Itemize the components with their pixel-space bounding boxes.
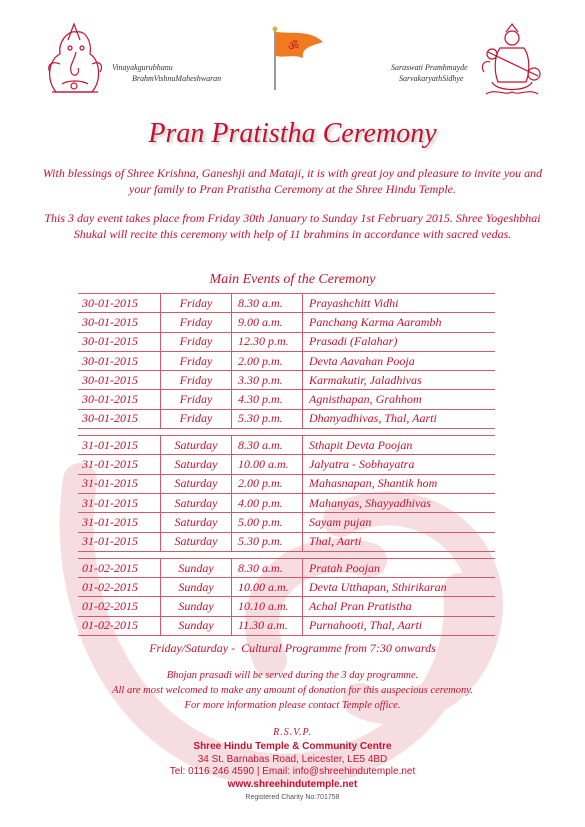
notes-block (0, 668, 585, 713)
schedule-row (78, 332, 495, 351)
schedule-event-cell: Mahasnapan, Shantik hom (303, 474, 496, 493)
schedule-event-cell: Prayashchitt Vidhi (303, 294, 496, 313)
schedule-date-cell: 31-01-2015 (78, 493, 161, 512)
schedule-time-cell: 11.30 a.m. (232, 616, 303, 635)
page-title: Pran Pratistha Ceremony (148, 118, 437, 149)
note-line: Bhojan prasadi will be served during the 3 day programme. (166, 670, 419, 681)
schedule-time-cell: 10.00 a.m. (232, 578, 303, 597)
schedule-date-cell: 31-01-2015 (78, 436, 161, 455)
website-link[interactable]: www.shreehindutemple.net (227, 778, 358, 790)
schedule-date-cell: 31-01-2015 (78, 532, 161, 551)
schedule-time-cell: 4.30 p.m. (232, 390, 303, 409)
contact-block (0, 741, 585, 805)
schedule-row (78, 597, 495, 616)
schedule-row (78, 351, 495, 370)
cultural-programme-note: Friday/Saturday - Cultural Programme from 7:30 onwards (149, 641, 436, 655)
schedule-time-cell: 12.30 p.m. (232, 332, 303, 351)
schedule-event-cell: Thal, Aarti (303, 532, 496, 551)
schedule-time-cell: 3.30 p.m. (232, 371, 303, 390)
schedule-row (78, 436, 495, 455)
schedule-time-cell: 8.30 a.m. (232, 436, 303, 455)
schedule-date-cell: 01-02-2015 (78, 597, 161, 616)
schedule-time-cell: 9.00 a.m. (232, 313, 303, 332)
schedule-time-cell: 2.00 p.m. (232, 474, 303, 493)
note-line: For more information please contact Temple office. (184, 700, 401, 711)
schedule-table (78, 293, 495, 636)
schedule-day-cell: Sunday (161, 558, 232, 577)
schedule-row (78, 532, 495, 551)
svg-text:ॐ: ॐ (288, 39, 299, 53)
invitation-header (0, 0, 585, 110)
schedule-date-cell: 30-01-2015 (78, 351, 161, 370)
schedule-event-cell: Pratah Poojan (303, 558, 496, 577)
schedule-date-cell: 31-01-2015 (78, 474, 161, 493)
schedule-event-cell: Achal Pran Pratistha (303, 597, 496, 616)
schedule-day-cell: Friday (161, 371, 232, 390)
schedule-event-cell: Prasadi (Falahar) (303, 332, 496, 351)
schedule-day-cell: Sunday (161, 597, 232, 616)
schedule-time-cell: 2.00 p.m. (232, 351, 303, 370)
schedule-row (78, 616, 495, 635)
schedule-event-cell: Sthapit Devta Poojan (303, 436, 496, 455)
schedule-time-cell: 10.00 a.m. (232, 455, 303, 474)
intro-paragraph: With blessings of Shree Krishna, Ganeshji and Mataji, it is with great joy and pleasure to invite you and your family to Pran Pratistha Ceremony at the Shree Hindu Temple. (42, 166, 543, 196)
schedule-day-cell: Friday (161, 332, 232, 351)
schedule-day-cell: Friday (161, 313, 232, 332)
schedule-date-cell: 01-02-2015 (78, 616, 161, 635)
schedule-time-cell: 8.30 a.m. (232, 558, 303, 577)
organisation-name: Shree Hindu Temple & Community Centre (193, 741, 392, 752)
schedule-day-cell: Saturday (161, 513, 232, 532)
schedule-event-cell: Sayam pujan (303, 513, 496, 532)
schedule-event-cell: Karmakutir, Jaladhivas (303, 371, 496, 390)
schedule-event-cell: Mahanyas, Shayyadhivas (303, 493, 496, 512)
schedule-row (78, 409, 495, 428)
schedule-event-cell: Dhanyadhivas, Thal, Aarti (303, 409, 496, 428)
schedule-date-cell: 31-01-2015 (78, 455, 161, 474)
schedule-date-cell: 30-01-2015 (78, 313, 161, 332)
schedule-day-cell: Friday (161, 390, 232, 409)
ganesh-icon (38, 20, 110, 98)
schedule-date-cell: 30-01-2015 (78, 294, 161, 313)
schedule-date-cell: 01-02-2015 (78, 578, 161, 597)
schedule-time-cell: 5.30 p.m. (232, 532, 303, 551)
rsvp-label: R.S.V.P. (273, 727, 312, 738)
note-line: All are most welcomed to make any amount of donation for this auspecious ceremony. (112, 685, 473, 696)
right-caption-line2: SarvakaryathSidhye (399, 74, 464, 83)
schedule-event-cell: Panchang Karma Aarambh (303, 313, 496, 332)
schedule-date-cell: 30-01-2015 (78, 390, 161, 409)
left-caption-line1: Vinayakgurubhanu (112, 63, 173, 72)
schedule-day-separator (78, 551, 495, 558)
schedule-day-separator (78, 429, 495, 436)
schedule-row (78, 513, 495, 532)
schedule-day-cell: Friday (161, 409, 232, 428)
left-caption-line2: BrahmVishnuMaheshwaran (132, 74, 222, 83)
schedule-date-cell: 01-02-2015 (78, 558, 161, 577)
separator-cell (78, 551, 495, 558)
schedule-day-cell: Saturday (161, 436, 232, 455)
address: 34 St. Barnabas Road, Leicester, LE5 4BD (197, 753, 388, 765)
schedule-day-cell: Sunday (161, 578, 232, 597)
schedule-day-cell: Sunday (161, 616, 232, 635)
schedule-row (78, 371, 495, 390)
schedule-time-cell: 5.30 p.m. (232, 409, 303, 428)
schedule-date-cell: 30-01-2015 (78, 332, 161, 351)
schedule-day-cell: Friday (161, 294, 232, 313)
schedule-event-cell: Devta Utthapan, Sthirikaran (303, 578, 496, 597)
schedule-day-cell: Saturday (161, 532, 232, 551)
schedule-event-cell: Purnahooti, Thal, Aarti (303, 616, 496, 635)
om-flag-icon (265, 24, 325, 90)
schedule-day-cell: Friday (161, 351, 232, 370)
schedule-row (78, 474, 495, 493)
schedule-row (78, 390, 495, 409)
schedule-time-cell: 4.00 p.m. (232, 493, 303, 512)
left-blessing-caption (112, 62, 221, 84)
schedule-event-cell: Jalyatra - Sobhayatra (303, 455, 496, 474)
schedule-date-cell: 30-01-2015 (78, 409, 161, 428)
charity-number: Registered Charity No:701758 (245, 794, 340, 801)
schedule-row (78, 294, 495, 313)
event-summary-paragraph: This 3 day event takes place from Friday 30th January to Sunday 1st February 2015. Shree Yogeshbhai Shukal will recite this ceremony with help of 11 brahmins in accordance with sacred vedas. (44, 211, 541, 241)
schedule-row (78, 493, 495, 512)
schedule-time-cell: 5.00 p.m. (232, 513, 303, 532)
schedule-day-cell: Saturday (161, 474, 232, 493)
phone-email[interactable]: Tel: 0116 246 4590 | Email: info@shreehindutemple.net (169, 766, 416, 777)
schedule-day-cell: Saturday (161, 493, 232, 512)
schedule-day-cell: Saturday (161, 455, 232, 474)
schedule-date-cell: 30-01-2015 (78, 371, 161, 390)
separator-cell (78, 429, 495, 436)
schedule-row (78, 313, 495, 332)
schedule-time-cell: 8.30 a.m. (232, 294, 303, 313)
schedule-date-cell: 31-01-2015 (78, 513, 161, 532)
schedule-row (78, 558, 495, 577)
schedule-row (78, 455, 495, 474)
schedule-row (78, 578, 495, 597)
schedule-event-cell: Agnisthapan, Grahhom (303, 390, 496, 409)
schedule-time-cell: 10.10 a.m. (232, 597, 303, 616)
right-caption-line1: Saraswati Pramhmayde (391, 63, 468, 72)
saraswati-icon (476, 22, 548, 100)
right-blessing-caption (391, 62, 468, 84)
events-heading: Main Events of the Ceremony (209, 272, 376, 287)
schedule-event-cell: Devta Aavahan Pooja (303, 351, 496, 370)
